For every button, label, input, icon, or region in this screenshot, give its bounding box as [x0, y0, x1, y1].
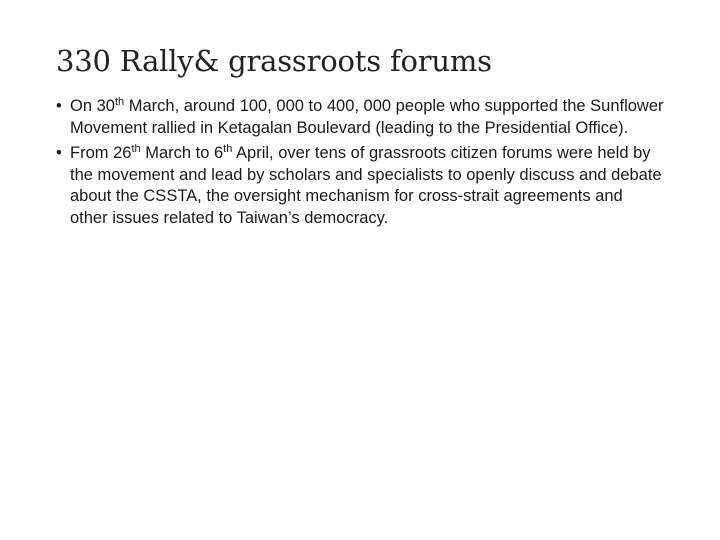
bullet-item-forums [54, 143, 664, 229]
bullet-text-part: On 30 [70, 97, 115, 115]
ordinal-suffix: th [223, 143, 233, 155]
bullet-text [70, 97, 664, 137]
bullet-text-part: March to 6 [140, 144, 224, 162]
bullet-text-part: From 26 [70, 144, 132, 162]
slide-title: 330 Rally& grassroots forums [56, 44, 492, 78]
ordinal-suffix: th [131, 143, 141, 155]
bullet-text [70, 144, 662, 227]
bullet-list [54, 96, 664, 233]
bullet-icon: • [56, 144, 62, 162]
bullet-text-part: March, around 100, 000 to 400, 000 people who supported the Sunflower Movement rallied in Ketagalan Boulevard (leading to the Presidential Office). [70, 97, 664, 137]
bullet-item-rally [54, 96, 664, 139]
bullet-icon: • [56, 97, 62, 115]
ordinal-suffix: th [114, 96, 125, 108]
bullet-text-part: April, over tens of grassroots citizen forums were held by the movement and lead by scholars and specialists to openly discuss and debate about the CSSTA, the oversight mechanism for cross-strait agreements and other issues related to Taiwan’s democracy. [70, 144, 662, 227]
